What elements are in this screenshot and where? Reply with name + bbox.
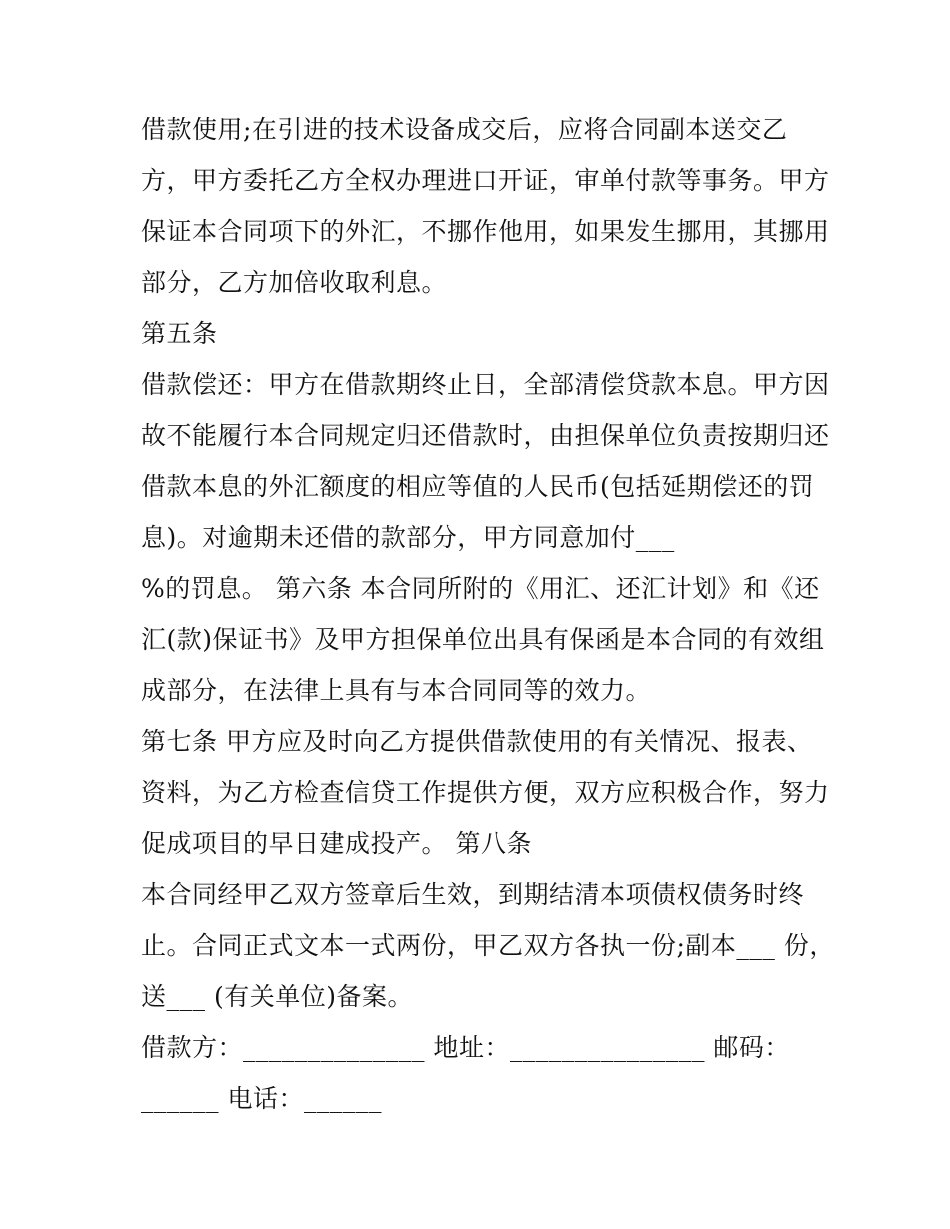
text-line: 第七条 甲方应及时向乙方提供借款使用的有关情况、报表、 (141, 727, 813, 756)
text-line: 借款使用;在引进的技术设备成交后，应将合同副本送交乙 (141, 115, 788, 144)
signature-line-phone: ______ 电话：______ (141, 1084, 382, 1113)
text-line: 促成项目的早日建成投产。 第八条 (141, 829, 532, 858)
section-heading: 第五条 (141, 319, 218, 348)
text-line: %的罚息。 第六条 本合同所附的《用汇、还汇计划》和《还 (141, 574, 820, 603)
text-line: 借款偿还：甲方在借款期终止日，全部清偿贷款本息。甲方因 (141, 370, 830, 399)
text-line: 止。合同正式文本一式两份，甲乙双方各执一份;副本___ 份， (141, 931, 835, 960)
text-line: 送___ (有关单位)备案。 (141, 982, 413, 1011)
text-line: 成部分，在法律上具有与本合同同等的效力。 (141, 676, 652, 705)
text-line: 汇(款)保证书》及甲方担保单位出具有保函是本合同的有效组 (141, 625, 825, 654)
text-line: 故不能履行本合同规定归还借款时，由担保单位负责按期归还 (141, 421, 830, 450)
text-line: 保证本合同项下的外汇，不挪作他用，如果发生挪用，其挪用 (141, 217, 830, 246)
text-line: 部分，乙方加倍收取利息。 (141, 268, 448, 297)
text-line: 借款本息的外汇额度的相应等值的人民币(包括延期偿还的罚 (141, 472, 815, 501)
text-line: 息)。对逾期未还借的款部分，甲方同意加付___ (141, 523, 675, 552)
text-line: 方，甲方委托乙方全权办理进口开证，审单付款等事务。甲方 (141, 166, 830, 195)
signature-line-borrower: 借款方：______________ 地址：_______________ 邮码： (141, 1033, 790, 1062)
text-line: 本合同经甲乙双方签章后生效，到期结清本项债权债务时终 (141, 880, 805, 909)
text-line: 资料，为乙方检查信贷工作提供方便，双方应积极合作，努力 (141, 778, 830, 807)
